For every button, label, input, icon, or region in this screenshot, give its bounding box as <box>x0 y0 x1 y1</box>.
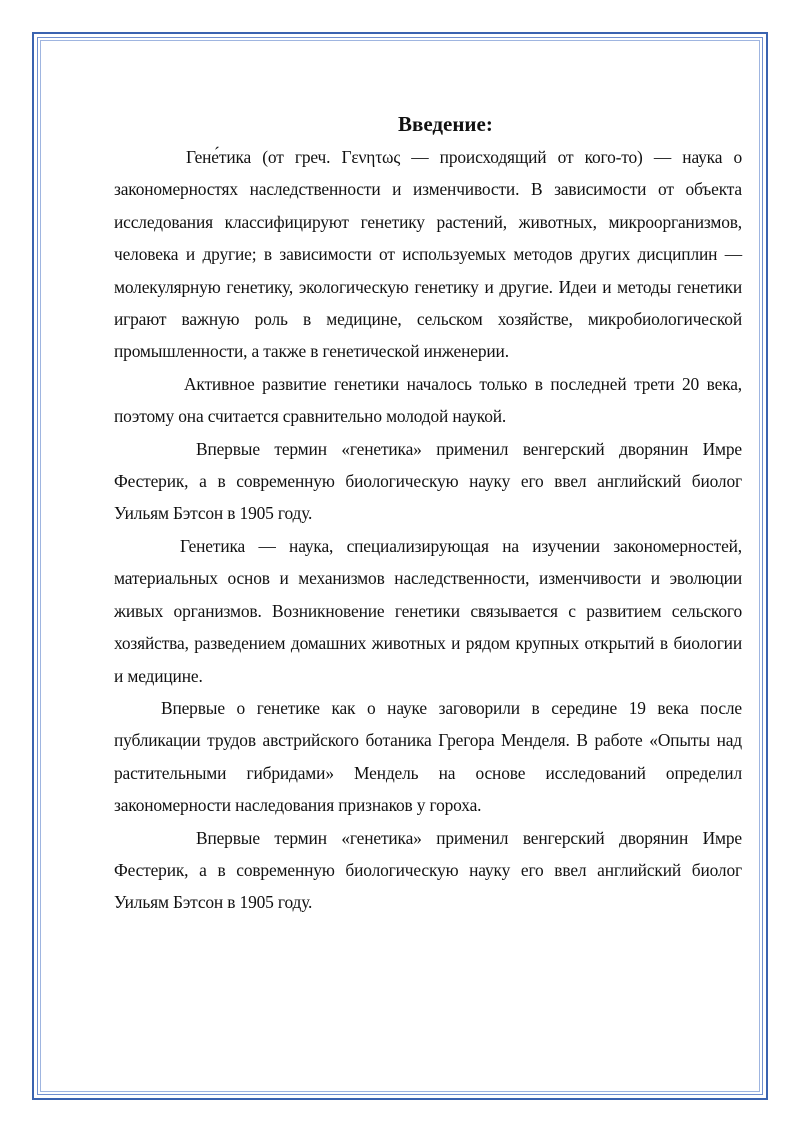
paragraph-genetics-definition: Гене́тика (от греч. Γενητως — происходящий от кого-то) — наука о закономерностях наследственности и изменчивости. В зависимости от объекта исследования классифицируют генетику растений, животных, микроорганизмов, человека и другие; в зависимости от используемых методов других дисциплин — молекулярную генетику, экологическую генетику и другие. Идеи и методы генетики играют важную роль в медицине, сельском хозяйстве, микробиологической промышленности, а также в генетической инженерии. <box>114 147 742 362</box>
paragraph-genetics-science: Генетика — наука, специализирующая на изучении закономерностей, материальных основ и механизмов наследственности, изменчивости и эволюции живых организмов. Возникновение генетики связывается с развитием сельского хозяйства, разведением домашних животных и рядом крупных открытий в биологии и медицине. <box>114 535 742 686</box>
document-title: Введение: <box>398 112 493 136</box>
paragraph-term-origin: Впервые термин «генетика» применил венгерский дворянин Имре Фестерик, а в современную биологическую науку его ввел английский биолог Уильям Бэтсон в 1905 году. <box>114 438 742 524</box>
paragraph-active-development: Активное развитие генетики началось только в последней трети 20 века, поэтому она считается сравнительно молодой наукой. <box>114 373 742 427</box>
paragraph-term-origin-repeat: Впервые термин «генетика» применил венгерский дворянин Имре Фестерик, а в современную биологическую науку его ввел английский биолог Уильям Бэтсон в 1905 году. <box>114 827 742 913</box>
document-body <box>114 108 742 919</box>
paragraph-mendel: Впервые о генетике как о науке заговорили в середине 19 века после публикации трудов австрийского ботаника Грегора Менделя. В работе «Опыты над растительными гибридами» Мендель на основе исследований определил закономерности наследования признаков у гороха. <box>114 697 742 816</box>
